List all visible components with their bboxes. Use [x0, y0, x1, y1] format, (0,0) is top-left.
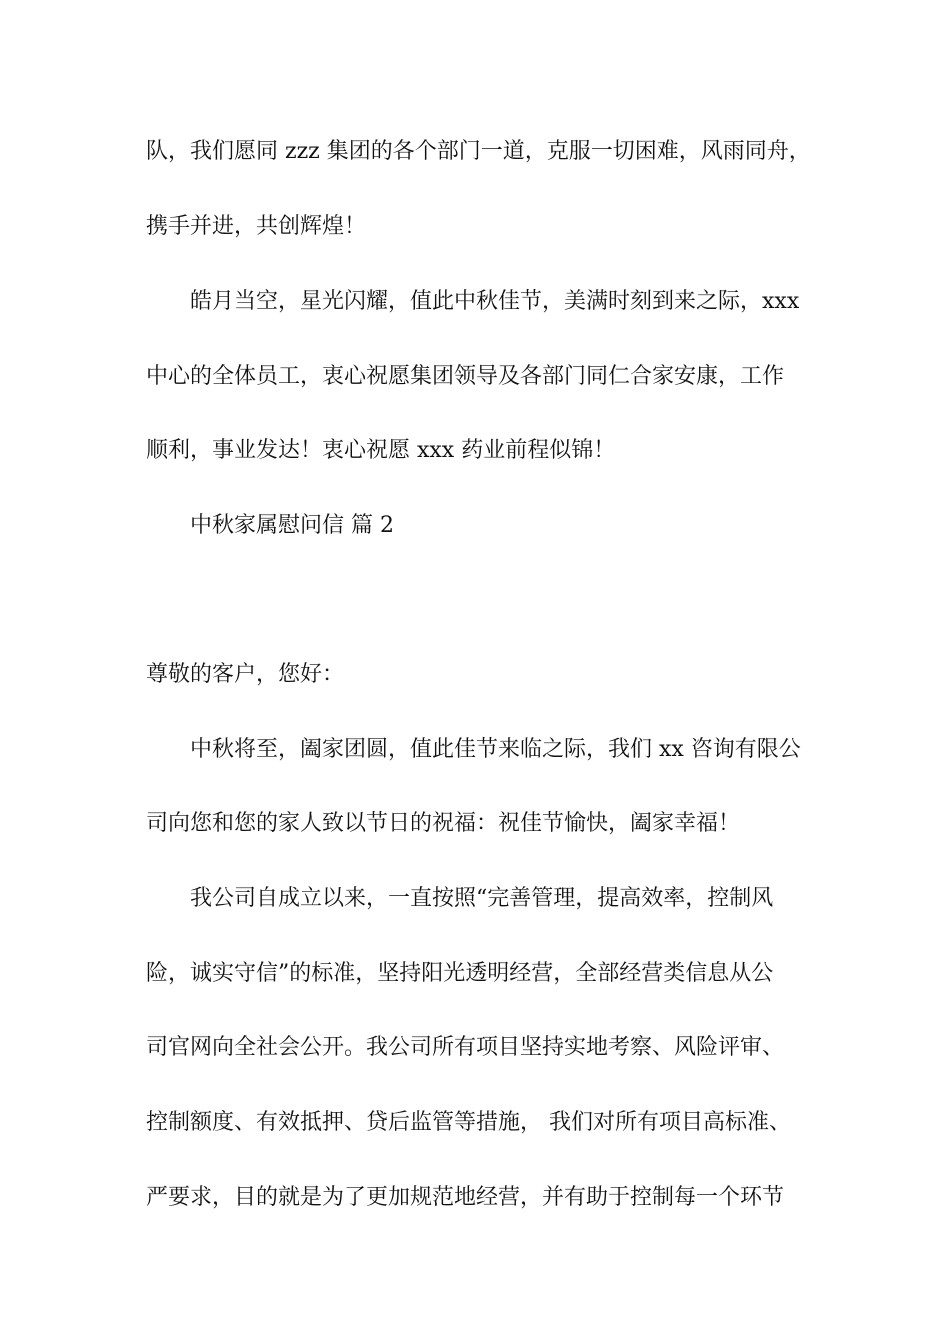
body-line: 中心的全体员工，衷心祝愿集团领导及各部门同仁合家安康，工作 [146, 364, 785, 389]
body-line: 队，我们愿同 zzz 集团的各个部门一道，克服一切困难，风雨同舟， [146, 139, 811, 164]
body-line: 顺利，事业发达！衷心祝愿 xxx 药业前程似锦！ [146, 438, 616, 463]
body-line: 我公司自成立以来，一直按照“完善管理，提高效率，控制风 [190, 886, 774, 911]
body-line: 险，诚实守信”的标准，坚持阳光透明经营，全部经营类信息从公 [146, 961, 774, 986]
section-heading: 中秋家属慰问信 篇 2 [190, 513, 394, 538]
salutation: 尊敬的客户，您好： [146, 662, 345, 687]
body-line: 严要求，目的就是为了更加规范地经营，并有助于控制每一个环节 [146, 1185, 785, 1210]
body-line: 携手并进，共创辉煌！ [146, 214, 367, 239]
body-line: 中秋将至，阖家团圆，值此佳节来临之际，我们 xx 咨询有限公 [190, 737, 801, 762]
body-line: 控制额度、有效抵押、贷后监管等措施， 我们对所有项目高标准、 [146, 1110, 791, 1135]
body-line: 司官网向全社会公开。我公司所有项目坚持实地考察、风险评审、 [146, 1035, 785, 1060]
body-line: 皓月当空，星光闪耀，值此中秋佳节，美满时刻到来之际，xxx [190, 289, 800, 314]
body-line: 司向您和您的家人致以节日的祝福：祝佳节愉快，阖家幸福！ [146, 811, 741, 836]
